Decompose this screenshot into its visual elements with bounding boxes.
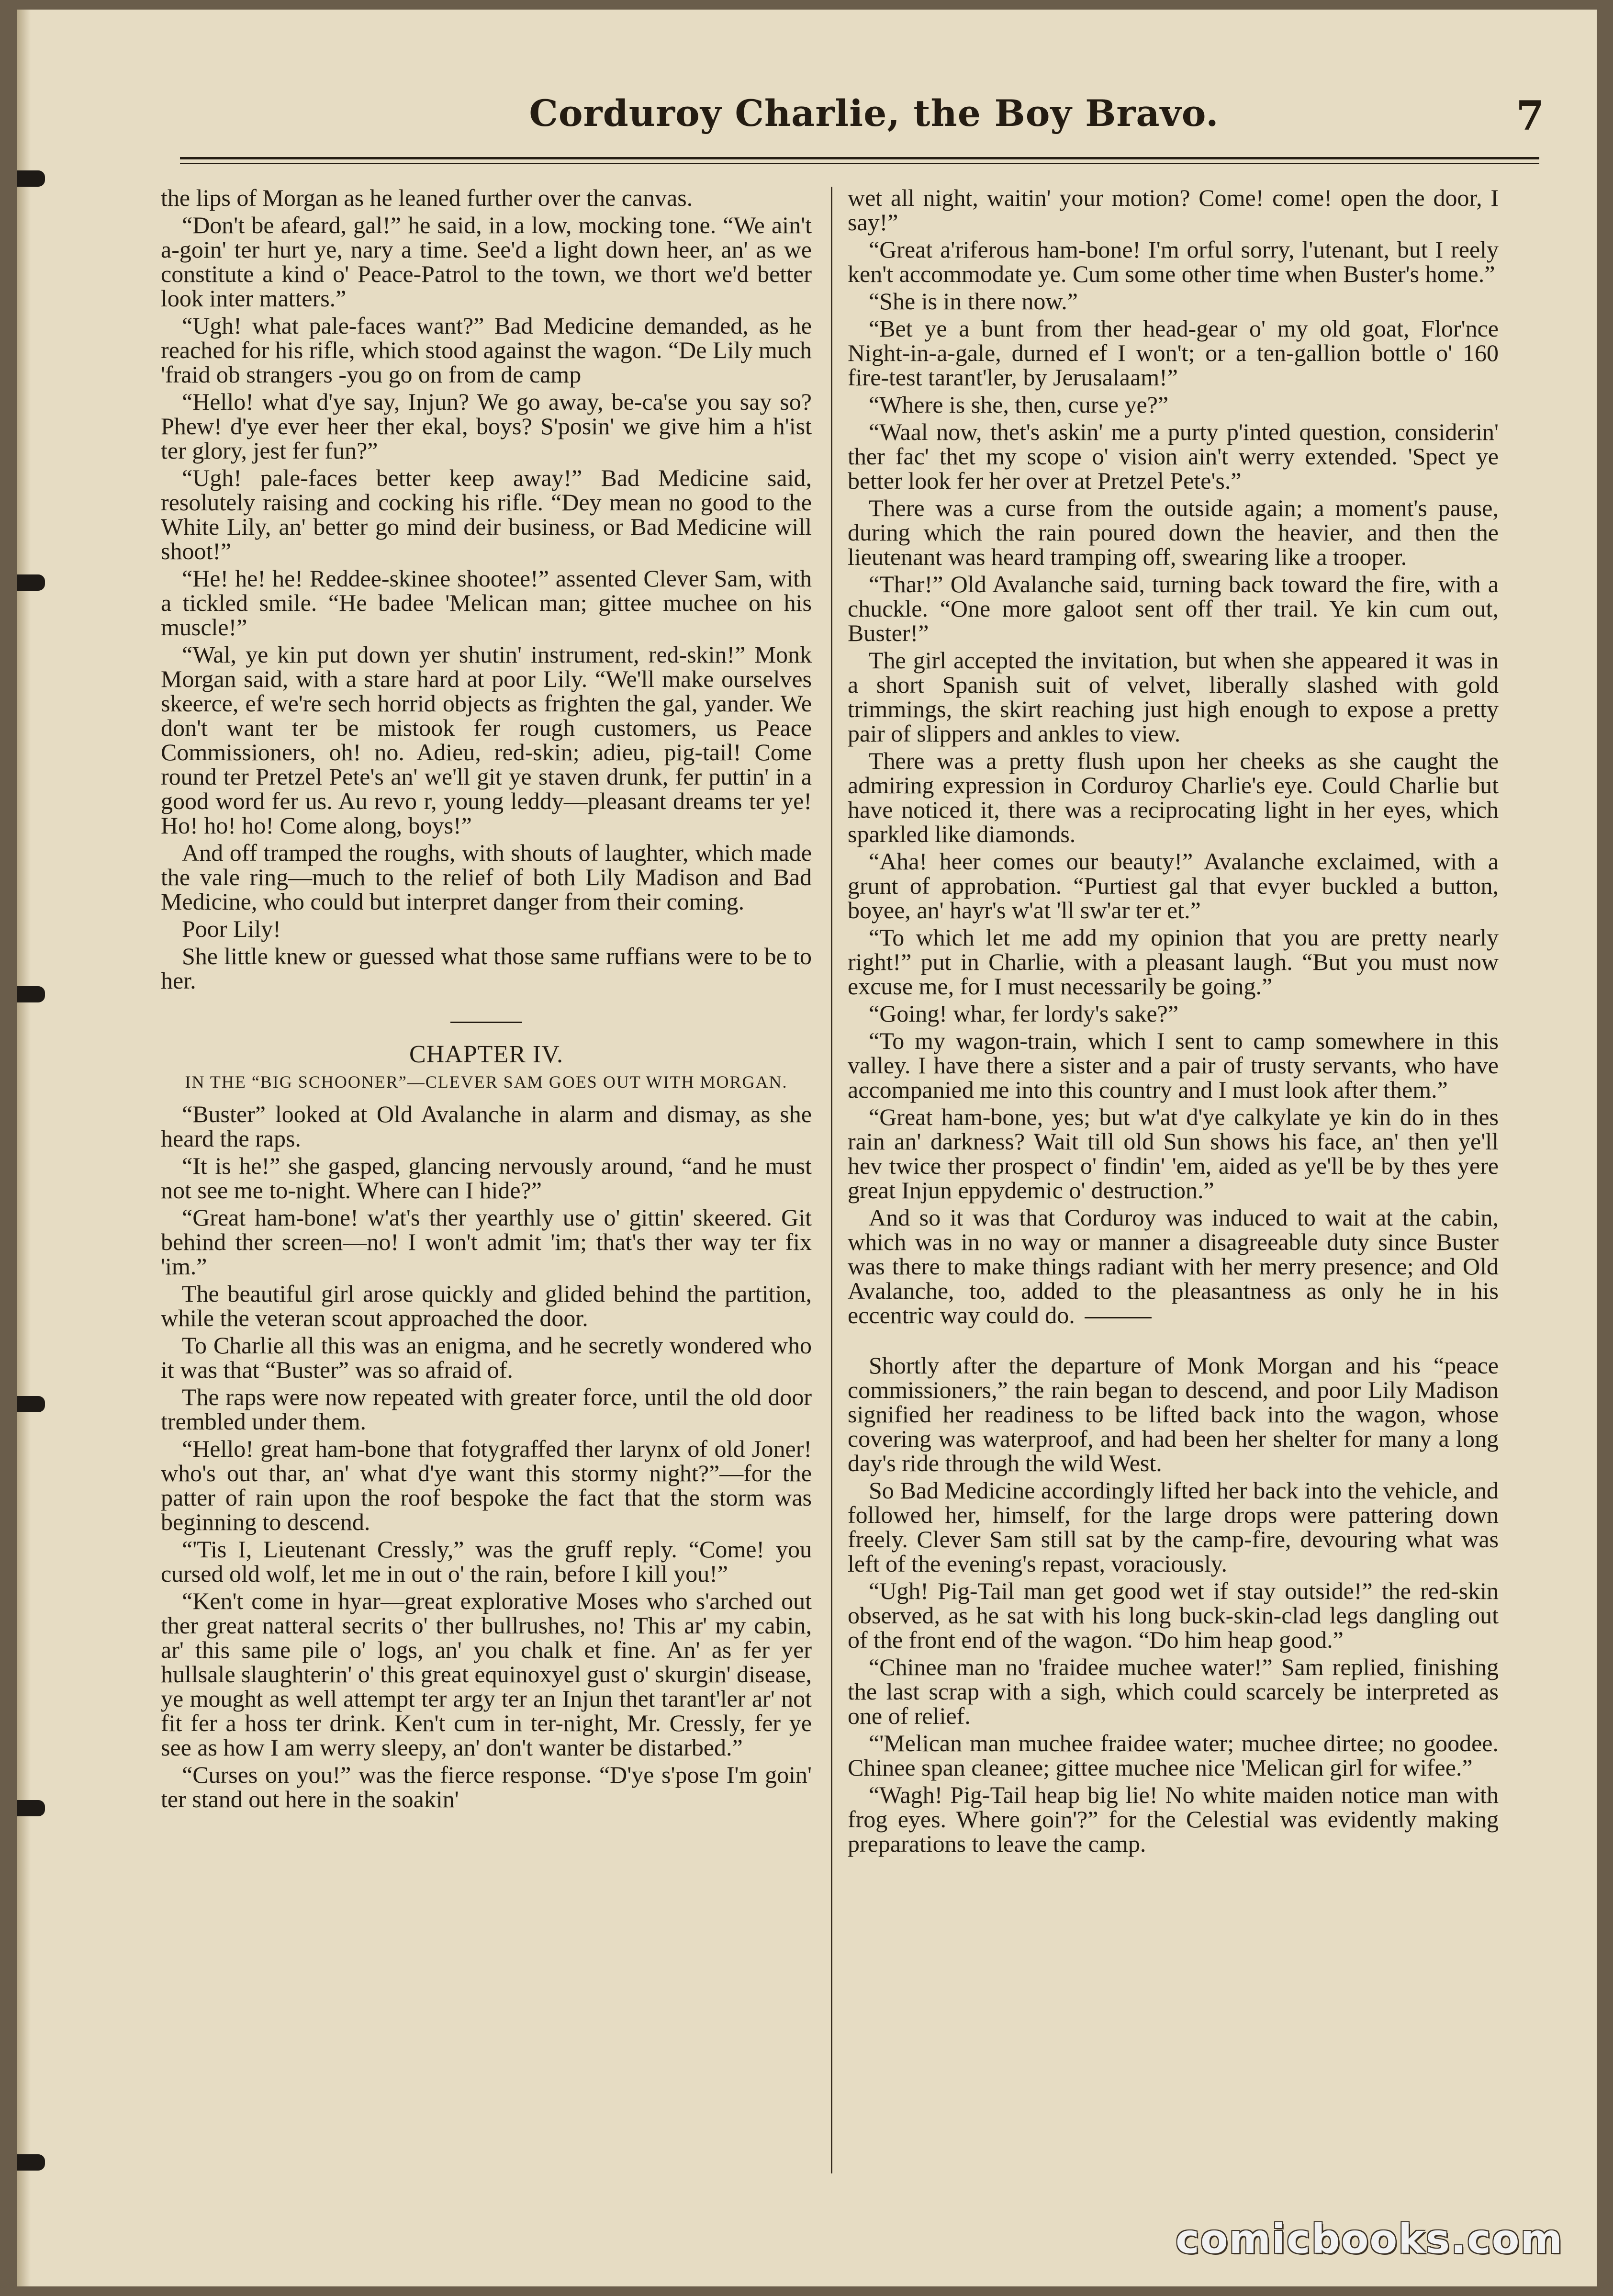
paragraph: And so it was that Corduroy was induced to wait at the cabin, which was in no way or manner a disagreeable duty since Buster was there to make things radiant with her merry presence; and Old Avalanche, too, added to the pleasantness as only he in his eccentric way could do. (848, 1204, 1499, 1328)
right-column-text (848, 186, 1499, 1328)
paragraph: The beautiful girl arose quickly and glided behind the partition, while the veteran scout approached the door. (161, 1280, 812, 1331)
binding-hole (17, 1396, 45, 1412)
paragraph: The girl accepted the invitation, but when she appeared it was in a short Spanish suit of velvet, liberally slashed with gold trimmings, the skirt reaching just high enough to expose a pretty pair of slippers and ankles to view. (848, 647, 1499, 747)
paragraph: “'Melican man muchee fraidee water; muchee dirtee; no goodee. Chinee span cleanee; gittee muchee nice 'Melican girl for wifee.” (848, 1730, 1499, 1781)
paragraph: “'Tis I, Lieutenant Cressly,” was the gruff reply. “Come! you cursed old wolf, let me in out o' the rain, before I kill you!” (161, 1536, 812, 1587)
paragraph: “Buster” looked at Old Avalanche in alarm and dismay, as she heard the raps. (161, 1101, 812, 1152)
paragraph: “Great a'riferous ham-bone! I'm orful sorry, l'utenant, but I reely ken't accommodate ye. Cum some other time when Buster's home.” (848, 236, 1499, 287)
section-break (848, 1330, 1499, 1353)
paragraph: “To my wagon-train, which I sent to camp somewhere in this valley. I have there a sister and a pair of trusty servants, who have accompanied me into this country and I must look after them.” (848, 1027, 1499, 1103)
chapter-title: CHAPTER IV. (409, 1041, 564, 1068)
paragraph: “Waal now, thet's askin' me a purty p'inted question, considerin' ther fac' thet my scope o' vision ain't werry extended. 'Spect ye better look fer her over at Pretzel Pete's.” (848, 418, 1499, 494)
paragraph: There was a curse from the outside again; a moment's pause, during which the rain poured down the heavier, and then the lieutenant was heard tramping off, swearing like a trooper. (848, 495, 1499, 570)
paragraph: “He! he! he! Reddee-skinee shootee!” assented Clever Sam, with a tickled smile. “He badee 'Melican man; gittee muchee on his muscle!” (161, 565, 812, 641)
paragraph: “Wagh! Pig-Tail heap big lie! No white maiden notice man with frog eyes. Where goin'?” for the Celestial was evidently making preparations to leave the camp. (848, 1781, 1499, 1857)
paragraph: Shortly after the departure of Monk Morgan and his “peace commissioners,” the rain began to descend, and poor Lily Madison signified her readiness to be lifted back into the wagon, whose covering was waterproof, and had been her shelter for many a long day's ride through the wild West. (848, 1352, 1499, 1476)
magazine-page (17, 10, 1597, 2286)
paragraph: wet all night, waitin' your motion? Come! come! open the door, I say!” (848, 186, 1499, 236)
left-column-text (161, 186, 812, 993)
binding-hole (17, 2154, 45, 2171)
running-header (180, 92, 1544, 149)
paragraph: “Thar!” Old Avalanche said, turning back toward the fire, with a chuckle. “One more galoot sent off ther trail. Ye kin cum out, Buster!” (848, 571, 1499, 646)
paragraph: “Great ham-bone, yes; but w'at d'ye calkylate ye kin do in thes rain an' darkness? Wait till old Sun shows his face, an' then ye'll hev twice ther prospect o' findin' 'em, aided as ye'll be by thes yere great Injun eppydemic o' destruction.” (848, 1103, 1499, 1204)
chapter-text (161, 1102, 812, 1812)
binding-hole (17, 986, 45, 1002)
paragraph: “Hello! great ham-bone that fotygraffed ther larynx of old Joner! who's out thar, an' what d'ye want this stormy night?”—for the patter of rain upon the roof bespoke the fact that the storm was beginning to descend. (161, 1435, 812, 1535)
paragraph: “Going! whar, fer lordy's sake?” (869, 1000, 1179, 1027)
paragraph: To Charlie all this was an enigma, and he secretly wondered who it was that “Buster” was so afraid of. (161, 1332, 812, 1383)
paragraph: “Aha! heer comes our beauty!” Avalanche exclaimed, with a grunt of approbation. “Purtiest gal that evyer buckled a button, boyee, an' hayr's w'at 'll sw'ar ter et.” (848, 848, 1499, 923)
paragraph: “Curses on you!” was the fierce response. “D'ye s'pose I'm goin' ter stand out here in the soakin' (161, 1761, 812, 1812)
paragraph: “Ugh! what pale-faces want?” Bad Medicine demanded, as he reached for his rifle, which stood against the wagon. “De Lily much 'fraid ob strangers -you go on from de camp (161, 312, 812, 388)
paragraph: She little knew or guessed what those same ruffians were to be to her. (161, 943, 812, 994)
paragraph: “Ken't come in hyar—great explorative Moses who s'arched out ther great natteral secrits o' ther bullrushes, no! This ar' my cabin, ar' this same pile o' logs, an' you chalk et fine. An' as fer yer hullsale slaughterin' o' this great equinoxyel gust o' skurgin' disease, ye mought as well attempt ter argy ter an Injun thet tarant'ler ar' not fit fer a hoss ter drink. Ken't cum in ter-night, Mr. Cressly, fer ye see as how I am werry sleepy, an' don't wanter be distarbed.” (161, 1587, 812, 1761)
paragraph: “Wal, ye kin put down yer shutin' instrument, red-skin!” Monk Morgan said, with a stare hard at poor Lily. “We'll make ourselves skeerce, ef we're sech horrid objects as frighten the gal, yander. We don't want ter be mistook fer rough customers, us Peace Commissioners, oh! no. Adieu, red-skin; adieu, pig-tail! Come round ter Pretzel Pete's an' we'll git ye staven drunk, fer puttin' in a good word fer us. Au revo r, young leddy—pleasant dreams ter ye! Ho! ho! ho! Come along, boys!” (161, 641, 812, 839)
paragraph: “Bet ye a bunt from ther head-gear o' my old goat, Flor'nce Night-in-a-gale, durned ef I won't; or a ten-gallion bottle o' 160 fire-test tarant'ler, by Jerusalaam!” (848, 315, 1499, 391)
paragraph: “Ugh! pale-faces better keep away!” Bad Medicine said, resolutely raising and cocking his rifle. “Dey mean no good to the White Lily, an' better go mind deir business, or Bad Medicine will shoot!” (161, 464, 812, 564)
paragraph: And off tramped the roughs, with shouts of laughter, which made the vale ring—much to the relief of both Lily Madison and Bad Medicine, who could but interpret danger from their coming. (161, 839, 812, 915)
running-title: Corduroy Charlie, the Boy Bravo. (529, 92, 1219, 135)
paragraph: There was a pretty flush upon her cheeks as she caught the admiring expression in Corduroy Charlie's eye. Could Charlie but have noticed it, there was a reciprocating light in her eyes, which sparkled like diamonds. (848, 747, 1499, 847)
section-end-rule (1085, 1317, 1152, 1318)
paragraph: The raps were now repeated with greater force, until the old door trembled under them. (161, 1384, 812, 1435)
paragraph: “Ugh! Pig-Tail man get good wet if stay outside!” the red-skin observed, as he sat with his long buck-skin-clad legs dangling out of the front end of the wagon. “Do him heap good.” (848, 1577, 1499, 1653)
binding-hole (17, 574, 45, 591)
binding-hole (17, 170, 45, 187)
right-column (848, 186, 1499, 2167)
chapter-subtitle: IN THE “BIG SCHOONER”—CLEVER SAM GOES OUT WITH MORGAN. (185, 1072, 788, 1092)
paragraph: “To which let me add my opinion that you are pretty nearly right!” put in Charlie, with a pleasant laugh. “But you must now excuse me, for I must necessarily be going.” (848, 924, 1499, 1000)
page-binding-edge (17, 10, 31, 2286)
paragraph: So Bad Medicine accordingly lifted her back into the vehicle, and followed her, himself, for the large drops were pattering down freely. Clever Sam still sat by the camp-fire, devouring what was left of the evening's repast, voraciously. (848, 1477, 1499, 1577)
page-number: 7 (1516, 92, 1544, 139)
header-rule (180, 157, 1539, 164)
paragraph: “She is in there now.” (869, 288, 1078, 315)
paragraph: “Hello! what d'ye say, Injun? We go away, be-ca'se you say so? Phew! d'ye ever heer ther ekal, boys? S'posin' we give him a h'ist ter glory, jest fer fun?” (161, 388, 812, 464)
paragraph: “It is he!” she gasped, glancing nervously around, “and he must not see me to-night. Where can I hide?” (161, 1152, 812, 1204)
left-column (161, 186, 812, 2167)
watermark-logo: comicbooks.com (1176, 2216, 1563, 2262)
paragraph: “Chinee man no 'fraidee muchee water!” Sam replied, finishing the last scrap with a sigh, which could scarcely be interpreted as one of relief. (848, 1654, 1499, 1729)
column-rule (831, 187, 832, 2173)
right-column-text-continued (848, 1353, 1499, 1856)
paragraph: “Great ham-bone! w'at's ther yearthly use o' gittin' skeered. Git behind ther screen—no! I won't admit 'im; that's ther way ter fix 'im.” (161, 1204, 812, 1280)
paragraph: “Where is she, then, curse ye?” (869, 391, 1169, 418)
paragraph: “Don't be afeard, gal!” he said, in a low, mocking tone. “We ain't a-goin' ter hurt ye, nary a time. See'd a light down heer, an' as we constitute a kind o' Peace-Patrol to the town, we thort we'd better look inter matters.” (161, 212, 812, 312)
section-separator (450, 1022, 522, 1023)
paragraph: the lips of Morgan as he leaned further over the canvas. (161, 186, 693, 211)
paragraph: Poor Lily! (182, 915, 281, 942)
binding-hole (17, 1800, 45, 1816)
